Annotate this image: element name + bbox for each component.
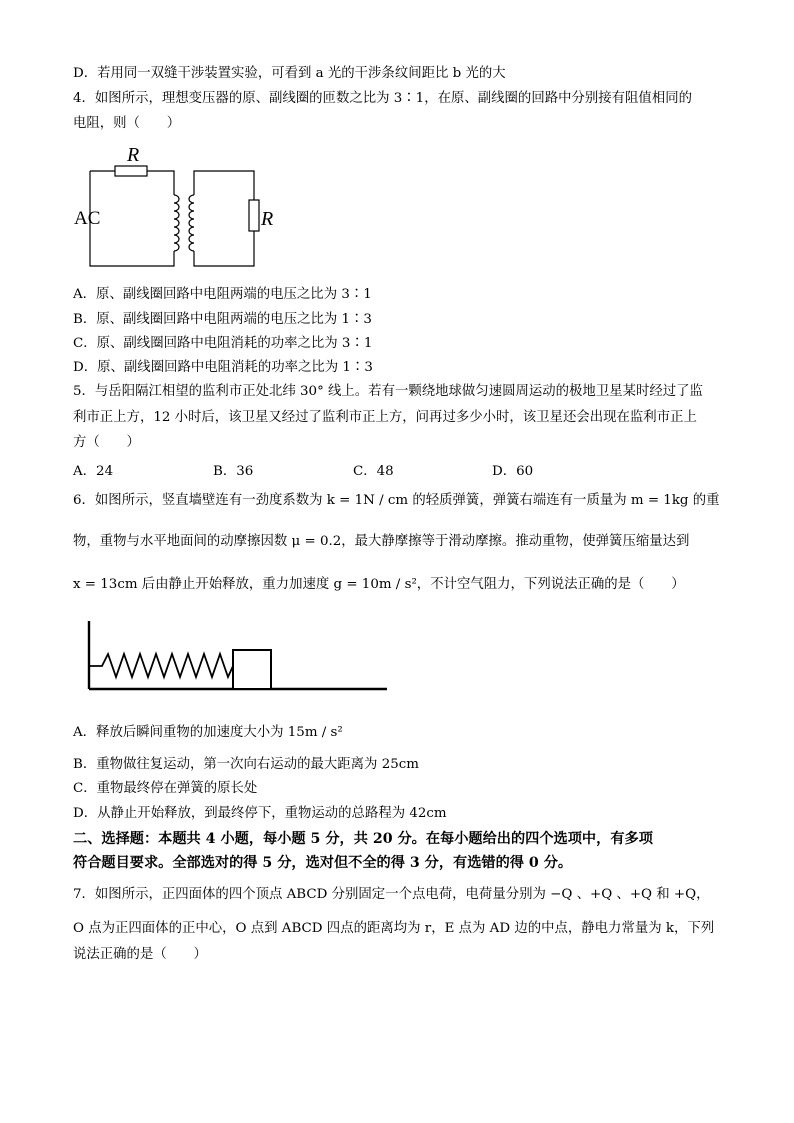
q6-option-b: B．重物做往复运动，第一次向右运动的最大距离为 25cm: [73, 757, 419, 772]
q4-stem-line1: 4．如图所示，理想变压器的原、副线圈的匝数之比为 3∶1，在原、副线圈的回路中分别接有阻值相同的: [73, 91, 692, 106]
transformer-circuit-diagram: [70, 143, 290, 271]
q4-option-a: A．原、副线圈回路中电阻两端的电压之比为 3∶1: [73, 287, 372, 302]
section2-heading-line1: 二、选择题：本题共 4 小题，每小题 5 分，共 20 分。在每小题给出的四个选项中，有多项: [73, 831, 653, 847]
q5-option-c: C．48: [353, 464, 394, 479]
q6-stem-line2: 物，重物与水平地面间的动摩擦因数 μ = 0.2，最大静摩擦等于滑动摩擦。推动重物，使弹簧压缩量达到: [73, 534, 690, 549]
q5-stem-line3: 方（ ）: [73, 435, 140, 450]
q4-stem-line2: 电阻，则（ ）: [73, 116, 181, 131]
q3-option-d: D．若用同一双缝干涉装置实验，可看到 a 光的干涉条纹间距比 b 光的大: [73, 66, 506, 81]
spring: [89, 654, 233, 677]
q6-option-c: C．重物最终停在弹簧的原长处: [73, 781, 258, 796]
q6-option-d: D．从静止开始释放，到最终停下，重物运动的总路程为 42cm: [73, 806, 447, 821]
q5-option-d: D．60: [492, 464, 534, 479]
q6-stem-line3: x = 13cm 后由静止开始释放，重力加速度 g = 10m / s²，不计空气阻力，下列说法正确的是（ ）: [73, 577, 685, 592]
q4-option-d: D．原、副线圈回路中电阻消耗的功率之比为 1∶3: [73, 360, 373, 375]
q6-stem-line1: 6．如图所示，竖直墙壁连有一劲度系数为 k = 1N / cm 的轻质弹簧，弹簧右端连有一质量为 m = 1kg 的重: [73, 493, 720, 508]
section2-heading-line2: 符合题目要求。全部选对的得 5 分，选对但不全的得 3 分，有选错的得 0 分。: [73, 855, 573, 871]
q6-option-a: A．释放后瞬间重物的加速度大小为 15m / s²: [73, 725, 343, 740]
block: [233, 650, 271, 689]
label-r-primary: R: [127, 144, 140, 166]
q7-stem-line3: 说法正确的是（ ）: [73, 947, 207, 962]
primary-resistor: [115, 166, 147, 176]
q5-stem-line2: 利市正上方，12 小时后，该卫星又经过了监利市正上方，问再过多少小时，该卫星还会出现在监利市正上: [73, 410, 697, 425]
secondary-resistor: [249, 200, 259, 231]
q5-option-a: A．24: [73, 464, 114, 479]
q5-stem-line1: 5．与岳阳隔江相望的监利市正处北纬 30° 线上。若有一颗绕地球做匀速圆周运动的极地卫星某时经过了监: [73, 384, 703, 399]
q7-stem-line1: 7．如图所示，正四面体的四个顶点 ABCD 分别固定一个点电荷，电荷量分别为 −Q 、+Q 、+Q 和 +Q，: [73, 887, 710, 902]
q4-option-b: B．原、副线圈回路中电阻两端的电压之比为 1∶3: [73, 312, 372, 327]
q7-stem-line2: O 点为正四面体的正中心，O 点到 ABCD 四点的距离均为 r，E 点为 AD 边的中点，静电力常量为 k，下列: [73, 921, 715, 936]
q4-option-c: C．原、副线圈回路中电阻消耗的功率之比为 3∶1: [73, 336, 373, 351]
label-r-secondary: R: [261, 208, 274, 230]
spring-block-diagram: [86, 618, 390, 694]
q5-option-b: B．36: [213, 464, 254, 479]
label-ac-source: AC: [74, 208, 101, 229]
